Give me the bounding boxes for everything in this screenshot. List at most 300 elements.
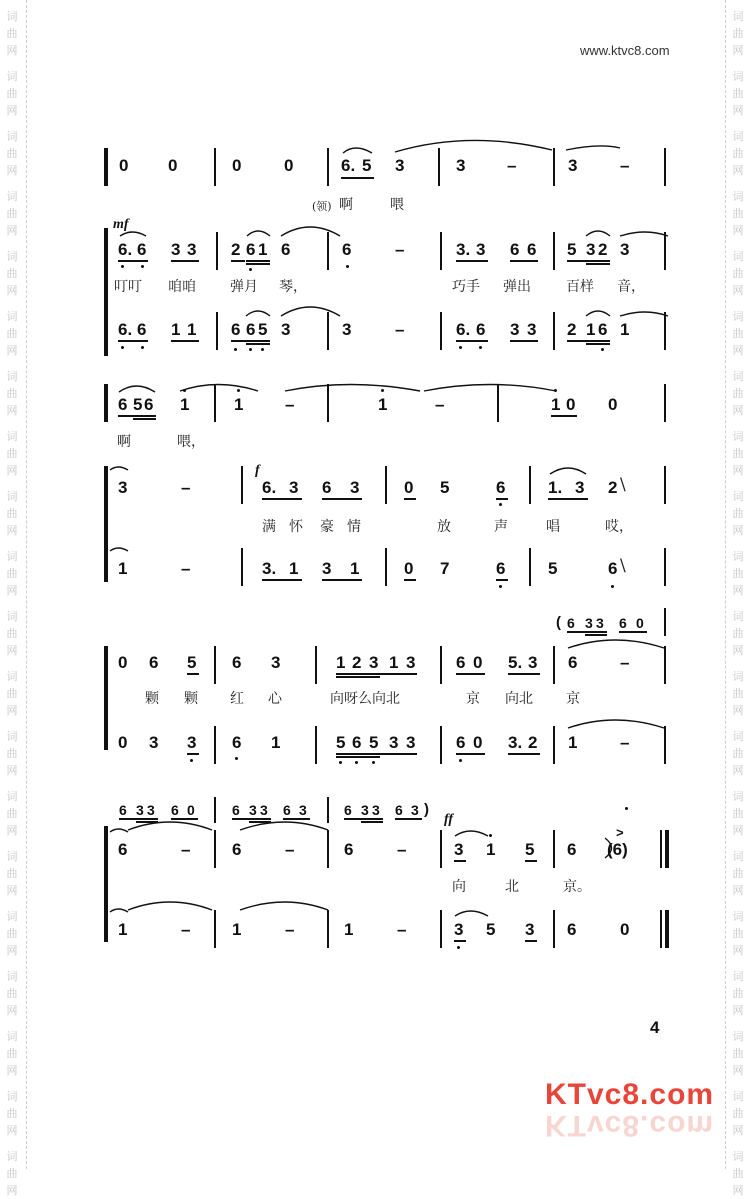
tie xyxy=(128,902,212,910)
watermark-char: 词 xyxy=(732,850,744,863)
note: 6. xyxy=(118,240,133,259)
note: 3 xyxy=(271,653,281,672)
watermark-char: 曲 xyxy=(732,267,744,280)
ossia-note: 3 xyxy=(136,802,144,818)
watermark-char: 词 xyxy=(732,250,744,263)
watermark-char: 曲 xyxy=(6,867,18,880)
note: 5 xyxy=(567,240,577,259)
lyric: 京 xyxy=(566,691,580,707)
note: 2 xyxy=(231,240,241,259)
note: 1 xyxy=(171,320,181,339)
breath-mark: \ xyxy=(620,475,626,495)
watermark-char: 词 xyxy=(732,970,744,983)
watermark-char: 曲 xyxy=(732,987,744,1000)
dash: – xyxy=(181,478,191,497)
tie xyxy=(568,640,664,648)
watermark-char: 词 xyxy=(732,430,744,443)
tie xyxy=(110,467,128,470)
note: 6 xyxy=(137,320,147,339)
watermark-char: 曲 xyxy=(6,267,18,280)
watermark-char: 网 xyxy=(732,944,744,957)
dash: – xyxy=(435,395,445,414)
watermark-char: 网 xyxy=(732,824,744,837)
watermark-char: 词 xyxy=(6,550,18,563)
ossia-note: 0 xyxy=(187,802,195,818)
note: 6. xyxy=(341,156,356,175)
note: 6 xyxy=(496,478,506,497)
note: 0 xyxy=(404,478,414,497)
note: 5 xyxy=(486,920,496,939)
accent-mark: > xyxy=(616,825,624,840)
lyric: 北 xyxy=(505,879,519,895)
watermark-char: 曲 xyxy=(732,1107,744,1120)
site-logo-reflection: KTvc8.com xyxy=(545,1109,715,1142)
watermark-char: 网 xyxy=(6,1124,18,1137)
note: 3 xyxy=(350,478,360,497)
tie xyxy=(281,227,340,236)
note: 3 xyxy=(289,478,299,497)
note: 3. xyxy=(508,733,523,752)
note: 1 xyxy=(568,733,578,752)
ossia-note: 6 xyxy=(232,802,240,818)
watermark-char: 词 xyxy=(6,970,18,983)
lyric: 京 xyxy=(466,691,480,707)
watermark-char: 网 xyxy=(732,1064,744,1077)
watermark-char: 网 xyxy=(732,764,744,777)
watermark-char: 词 xyxy=(6,70,18,83)
lyric: 放 xyxy=(437,519,451,535)
watermark-char: 曲 xyxy=(732,927,744,940)
note: 3 xyxy=(454,840,464,859)
note: 0 xyxy=(284,156,294,175)
watermark-char: 曲 xyxy=(732,27,744,40)
note: 5 xyxy=(258,320,268,339)
ossia-note: 6 xyxy=(395,802,403,818)
lyric: 叮叮 xyxy=(114,279,142,295)
watermark-char: 曲 xyxy=(732,87,744,100)
note: 6 xyxy=(456,733,466,752)
note: 2 xyxy=(608,478,618,497)
watermark-char: 网 xyxy=(732,704,744,717)
note: 3 xyxy=(575,478,585,497)
watermark-char: 词 xyxy=(732,10,744,23)
note: 6 xyxy=(137,240,147,259)
note: 6 xyxy=(598,320,608,339)
watermark-char: 网 xyxy=(6,584,18,597)
note: 3 xyxy=(342,320,352,339)
dynamic-f: f xyxy=(255,463,260,478)
watermark-char: 词 xyxy=(6,1090,18,1103)
watermark-char: 曲 xyxy=(732,687,744,700)
note: 5 xyxy=(133,395,143,414)
note: 6 xyxy=(281,240,291,259)
slur xyxy=(247,231,270,236)
tie xyxy=(110,909,128,912)
note: 1 xyxy=(118,920,128,939)
dynamic-ff: ff xyxy=(444,812,454,827)
watermark-char: 词 xyxy=(732,70,744,83)
note: 3 xyxy=(525,920,535,939)
tie xyxy=(566,146,620,150)
lyric: 情 xyxy=(347,519,361,535)
lyric: 弹月 xyxy=(230,279,258,295)
note: 1 xyxy=(232,920,242,939)
slur xyxy=(455,831,488,836)
note: 0 xyxy=(404,559,414,578)
watermark-char: 曲 xyxy=(6,987,18,1000)
watermark-char: 曲 xyxy=(732,627,744,640)
note: 0 xyxy=(473,733,483,752)
watermark-char: 曲 xyxy=(6,27,18,40)
note: 3 xyxy=(149,733,159,752)
note: 0 xyxy=(620,920,630,939)
watermark-char: 网 xyxy=(6,464,18,477)
watermark-char: 词 xyxy=(732,370,744,383)
note: 6 xyxy=(342,240,352,259)
note: 3 xyxy=(620,240,630,259)
ossia-note: 6 xyxy=(344,802,352,818)
note: 6 xyxy=(322,478,332,497)
site-url[interactable]: www.ktvc8.com xyxy=(580,43,670,58)
note: 1 xyxy=(486,840,496,859)
note: 3 xyxy=(528,653,538,672)
watermark-char: 词 xyxy=(732,1030,744,1043)
note: 6 xyxy=(608,559,618,578)
ossia-note: 3 xyxy=(361,802,369,818)
watermark-char: 网 xyxy=(6,1064,18,1077)
watermark-char: 曲 xyxy=(732,147,744,160)
watermark-char: 词 xyxy=(6,250,18,263)
note: 6 xyxy=(496,559,506,578)
watermark-char: 词 xyxy=(6,670,18,683)
watermark-char: 词 xyxy=(6,130,18,143)
ossia-note: 3 xyxy=(372,802,380,818)
tie xyxy=(240,822,328,830)
note: 1 xyxy=(180,395,190,414)
watermark-char: 曲 xyxy=(732,507,744,520)
lyric: 满 xyxy=(262,519,276,535)
note: 6 xyxy=(344,840,354,859)
watermark-char: 词 xyxy=(6,790,18,803)
note: 6 xyxy=(118,840,128,859)
dash: – xyxy=(181,920,191,939)
breath-mark: \ xyxy=(620,556,626,576)
lyric: 啊 xyxy=(117,434,131,450)
watermark-char: 曲 xyxy=(6,1167,18,1180)
dash: – xyxy=(620,733,630,752)
note: 3 xyxy=(118,478,128,497)
dash: – xyxy=(397,840,407,859)
note: 3. xyxy=(456,240,471,259)
watermark-char: 曲 xyxy=(6,927,18,940)
lyric: 京。 xyxy=(563,879,591,895)
lyric: 颗 xyxy=(184,691,198,707)
slur xyxy=(586,311,610,316)
note: 0 xyxy=(473,653,483,672)
watermark-char: 网 xyxy=(732,1184,744,1197)
watermark-char: 曲 xyxy=(6,1107,18,1120)
dash: – xyxy=(620,156,630,175)
ossia-note: 3 xyxy=(596,615,604,631)
lyric: 咱咱 xyxy=(168,279,196,295)
note: 6 xyxy=(246,240,256,259)
dash: – xyxy=(395,240,405,259)
watermark-char: 词 xyxy=(6,1030,18,1043)
watermark-char: 曲 xyxy=(6,807,18,820)
ossia-note: 3 xyxy=(249,802,257,818)
watermark-char: 网 xyxy=(6,164,18,177)
lyric: 向呀么向北 xyxy=(330,691,400,707)
note: 3. xyxy=(262,559,277,578)
watermark-char: 网 xyxy=(732,464,744,477)
note: 5 xyxy=(440,478,450,497)
watermark-char: 网 xyxy=(732,404,744,417)
note: 1 xyxy=(620,320,630,339)
watermark-char: 网 xyxy=(6,104,18,117)
watermark-char: 曲 xyxy=(732,1047,744,1060)
note: 3 xyxy=(187,240,197,259)
note: 2 xyxy=(567,320,577,339)
watermark-char: 网 xyxy=(732,164,744,177)
note: 1. xyxy=(548,478,563,497)
watermark-char: 网 xyxy=(6,1004,18,1017)
ossia-note: 3 xyxy=(585,615,593,631)
lyric: 哎， xyxy=(605,519,633,535)
ossia-note: 3 xyxy=(260,802,268,818)
note: 6 xyxy=(352,733,362,752)
watermark-char: 网 xyxy=(6,764,18,777)
note: 1 xyxy=(258,240,268,259)
note: 3 xyxy=(586,240,596,259)
slur xyxy=(120,232,146,236)
note: 3 xyxy=(568,156,578,175)
watermark-char: 曲 xyxy=(6,87,18,100)
note: 3 xyxy=(510,320,520,339)
watermark-char: 曲 xyxy=(6,507,18,520)
note: 6 xyxy=(476,320,486,339)
slur xyxy=(455,911,488,916)
note: 1 xyxy=(389,653,399,672)
watermark-char: 网 xyxy=(6,524,18,537)
watermark-char: 词 xyxy=(732,310,744,323)
dash: – xyxy=(620,653,630,672)
watermark-char: 词 xyxy=(732,1150,744,1163)
tie xyxy=(240,902,328,910)
watermark-char: 曲 xyxy=(6,447,18,460)
lyric: 声 xyxy=(494,519,508,535)
note: 6 xyxy=(118,395,128,414)
watermark-char: 词 xyxy=(732,130,744,143)
note: 3 xyxy=(527,320,537,339)
watermark-char: 网 xyxy=(6,884,18,897)
note: 6 xyxy=(567,840,577,859)
watermark-char: 曲 xyxy=(732,207,744,220)
note: 5. xyxy=(508,653,523,672)
tie xyxy=(180,385,258,392)
watermark-char: 网 xyxy=(6,404,18,417)
note: 3 xyxy=(454,920,464,939)
lyric: 喂 xyxy=(390,197,404,213)
ossia-note: 3 xyxy=(147,802,155,818)
watermark-char: 词 xyxy=(6,850,18,863)
watermark-char: 网 xyxy=(732,644,744,657)
note: 6. xyxy=(118,320,133,339)
watermark-char: 词 xyxy=(732,490,744,503)
watermark-char: 词 xyxy=(732,910,744,923)
note: 1 xyxy=(336,653,346,672)
watermark-char: 词 xyxy=(6,730,18,743)
watermark-char: 网 xyxy=(732,344,744,357)
watermark-char: 曲 xyxy=(6,387,18,400)
note: 5 xyxy=(336,733,346,752)
slur xyxy=(586,231,610,236)
note: 3 xyxy=(171,240,181,259)
note: 1 xyxy=(551,395,561,414)
lyric: 颗 xyxy=(145,691,159,707)
note: 0 xyxy=(118,733,128,752)
page-number: 4 xyxy=(650,1018,660,1037)
tie xyxy=(128,822,212,830)
ossia-paren: ) xyxy=(424,801,429,818)
watermark-char: 词 xyxy=(6,370,18,383)
lyric: 怀 xyxy=(289,519,303,535)
ossia-note: 3 xyxy=(299,802,307,818)
note: 0 xyxy=(232,156,242,175)
note: 6 xyxy=(510,240,520,259)
watermark-char: 词 xyxy=(732,550,744,563)
note: 1 xyxy=(234,395,244,414)
dash: – xyxy=(285,840,295,859)
lyric: 巧手 xyxy=(452,279,480,295)
note: 0 xyxy=(119,156,129,175)
watermark-char: 网 xyxy=(732,284,744,297)
watermark-char: 网 xyxy=(6,344,18,357)
ossia-note: 6 xyxy=(283,802,291,818)
watermark-char: 词 xyxy=(732,670,744,683)
watermark-char: 网 xyxy=(6,644,18,657)
watermark-char: 曲 xyxy=(6,327,18,340)
note: 1 xyxy=(378,395,388,414)
watermark-char: 词 xyxy=(732,790,744,803)
slur xyxy=(550,468,586,474)
dash: – xyxy=(397,920,407,939)
watermark-char: 曲 xyxy=(732,387,744,400)
watermark-char: 曲 xyxy=(6,1047,18,1060)
dash: – xyxy=(395,320,405,339)
watermark-char: 网 xyxy=(6,704,18,717)
watermark-char: 网 xyxy=(6,1184,18,1197)
note: 6 xyxy=(149,653,159,672)
dash: – xyxy=(181,840,191,859)
note: 6 xyxy=(456,653,466,672)
watermark-char: 词 xyxy=(732,190,744,203)
note: 6 xyxy=(567,920,577,939)
lyric: 音， xyxy=(617,279,645,295)
note: 7 xyxy=(440,559,450,578)
note: 6 xyxy=(144,395,154,414)
note: 3 xyxy=(456,156,466,175)
site-logo: KTvc8.com xyxy=(545,1078,715,1111)
note: 1 xyxy=(350,559,360,578)
note: 5 xyxy=(362,156,372,175)
watermark-char: 曲 xyxy=(6,627,18,640)
tie xyxy=(395,140,552,152)
note: 1 xyxy=(586,320,596,339)
note: 6 xyxy=(568,653,578,672)
watermark-char: 网 xyxy=(6,824,18,837)
note: 3 xyxy=(395,156,405,175)
note: 6 xyxy=(527,240,537,259)
ossia-note: 6 xyxy=(619,615,627,631)
tie xyxy=(110,829,128,832)
watermark-char: 曲 xyxy=(732,567,744,580)
watermark-char: 网 xyxy=(732,224,744,237)
note: 5 xyxy=(525,840,535,859)
note: 5 xyxy=(187,653,197,672)
lyric: 唱 xyxy=(546,519,560,535)
watermark-char: 曲 xyxy=(6,567,18,580)
watermark-char: 网 xyxy=(732,584,744,597)
lyric: 弹出 xyxy=(503,279,531,295)
watermark-char: 词 xyxy=(732,730,744,743)
note: 1 xyxy=(271,733,281,752)
watermark-char: 词 xyxy=(732,1090,744,1103)
dynamic-mf: mf xyxy=(113,217,129,232)
watermark-char: 曲 xyxy=(6,747,18,760)
watermark-char: 曲 xyxy=(732,747,744,760)
watermark-char: 曲 xyxy=(732,1167,744,1180)
watermark-char: 网 xyxy=(732,104,744,117)
fermata-note: (6) xyxy=(607,840,628,859)
ossia-paren: ( xyxy=(556,614,561,631)
note: 6 xyxy=(231,320,241,339)
note: 6 xyxy=(232,733,242,752)
note: 1 xyxy=(187,320,197,339)
watermark-char: 词 xyxy=(732,610,744,623)
note: 1 xyxy=(118,559,128,578)
lyric: 啊 xyxy=(339,197,353,213)
watermark-char: 词 xyxy=(6,10,18,23)
note: 3 xyxy=(476,240,486,259)
note: 3 xyxy=(187,733,197,752)
slur xyxy=(343,148,372,153)
watermark-char: 网 xyxy=(732,1124,744,1137)
note: 0 xyxy=(566,395,576,414)
lyric: 百样 xyxy=(566,279,594,295)
ossia-note: 3 xyxy=(411,802,419,818)
note: 6 xyxy=(246,320,256,339)
watermark-char: 词 xyxy=(6,490,18,503)
ossia-note: 6 xyxy=(567,615,575,631)
slur xyxy=(246,311,270,316)
note: 3 xyxy=(322,559,332,578)
fermata-paren xyxy=(605,838,612,858)
lyric: 向 xyxy=(452,879,466,895)
note: 3 xyxy=(369,653,379,672)
note: 0 xyxy=(168,156,178,175)
dash: – xyxy=(181,559,191,578)
watermark-char: 网 xyxy=(6,944,18,957)
lyric: 红 xyxy=(230,691,244,707)
note: 0 xyxy=(118,653,128,672)
note: 6 xyxy=(232,653,242,672)
tie xyxy=(620,312,668,316)
note: 3 xyxy=(389,733,399,752)
note: 3 xyxy=(281,320,291,339)
ossia-note: 0 xyxy=(636,615,644,631)
watermark-char: 曲 xyxy=(732,807,744,820)
watermark-char: 网 xyxy=(732,44,744,57)
